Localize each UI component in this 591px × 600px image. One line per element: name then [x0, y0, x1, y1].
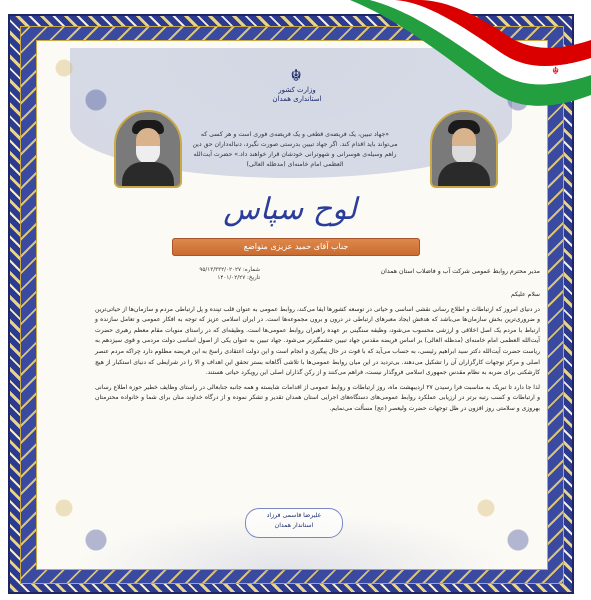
leader-quote: «جهاد تبیین، یک فریضه‌ی قطعی و یک فریضه‌ی فوری است و هر کسی که می‌تواند باید اقدام کند. اگر جهاد تبیین بدرستی صورت نگیرد، دنباله‌داران حق دین راهم وسیله‌ی هوسرانی و شهوترانی خودشان قرار خواهند داد.» حضرت آیت‌الله العظمی امام خامنه‌ای (مدظله العالی): [192, 131, 398, 168]
corner-ornament-bottom-left: [40, 484, 120, 564]
signatory-title: استاندار همدان: [274, 522, 314, 529]
reference-number: شماره: ۹۵/۱۳/۳۳۲/۰۲۰۲۷: [199, 267, 260, 273]
certificate-title: لوح سپاس: [223, 192, 357, 227]
iran-emblem-icon: ☬: [290, 66, 302, 85]
certificate-body: [95, 290, 540, 419]
iran-flag-ribbon: [340, 0, 591, 120]
body-paragraph-1: در دنیای امروز که ارتباطات و اطلاع رسانی نقشی اساسی و حیاتی در توسعه کشورها ایفا می‌کند، روابط عمومی به عنوان قلب تپنده و پل ارتباطی مردم و سازمان‌ها از حیاتی‌ترین و ضروری‌ترین بخش سازمان‌ها می‌باشد که هدفش ایجاد معبرهای ارتباطی در درون و برون مجموعه‌ها است. در ایران اسلامی عزیز که توجه به افکار عمومی و تعامل سازنده و ارتباط با مردم یک اصل اخلاقی و ارزشی محسوب می‌شود، وظیفه سنگینی بر عهده راهبران روابط عمومی‌ها است. وظیفه‌ای که در راستای منویات مقام معظم رهبری حضرت آیت‌الله العظمی امام خامنه‌ای (مدظله العالی) بر اساس فریضه مقدس جهاد تبیین جشمگیرتر می‌شود. جهاد تبیین به عنوان یکی از اصول اساسی دولت مردمی و قوی سیزدهم به ریاست حضرت آیت‌الله دکتر سید ابراهیم رئیسی، به حساب می‌آید که با قوت در حال پیگیری و انجام است و این دولت اعتقادی راسخ به این فریضه مظلوم دارد چراکه مردم عنصر اصلی و مرکز توجهات کارگزاران آن را تشکیل می‌دهند. بی‌تردید در این میان روابط عمومی‌ها با تلاشی آگاهانه بستر تحقق این اهداف و الا را در شرایطی که دنیای استکبار از هیچ کارشکنی برای ضربه به نظام مقدس جمهوری اسلامی فروگذار نیست، فراهم می‌کنند و از رکن گذاران اصلی این رویکرد حیاتی هستند.: [95, 305, 540, 377]
signature-block: [245, 508, 343, 538]
greeting: سلام علیکم: [510, 291, 540, 298]
flag-emblem-icon: ☬: [552, 66, 560, 77]
corner-ornament-top-left: [40, 44, 120, 124]
body-paragraph-2: لذا جا دارد تا تبریک به مناسبت فرا رسیدن ۲۷ اردیبهشت ماه، روز ارتباطات و روابط عمومی از اقدامات شایسته و همه جانبه جنابعالی در راستای وظایف خطیر حوزه اطلاع رسانی و ارتباطات و کسب رتبه برتر در ارزیابی عملکرد روابط عمومی‌های دستگاه‌های اجرایی استان همدان تقدیر و تشکر نموده و از درگاه خداوند منان برای شما و خانواده محترمتان بهروزی و سلامتی روز افزون در ظل توجهات حضرت ولیعصر (عج) مسألت می‌نمایم.: [95, 383, 540, 412]
recipient-ribbon: [172, 238, 420, 256]
ministry-line1: وزارت کشور: [278, 86, 316, 94]
ministry-line2: استانداری همدان: [272, 95, 322, 103]
portrait-right: [430, 110, 498, 188]
corner-ornament-bottom-right: [462, 484, 542, 564]
addressee-line: مدیر محترم روابط عمومی شرکت آب و فاضلاب استان همدان: [380, 268, 540, 275]
portrait-left: [114, 110, 182, 188]
ministry-logo-text: [262, 86, 332, 104]
signatory-name: علیرضا قاسمی فرزاد: [266, 512, 322, 519]
reference-date: تاریخ: ۱۴۰۱/۰۲/۲۷: [217, 275, 260, 281]
reference-block: [150, 266, 260, 282]
recipient-name: جناب آقای حمید عزیزی متواضع: [243, 242, 349, 251]
